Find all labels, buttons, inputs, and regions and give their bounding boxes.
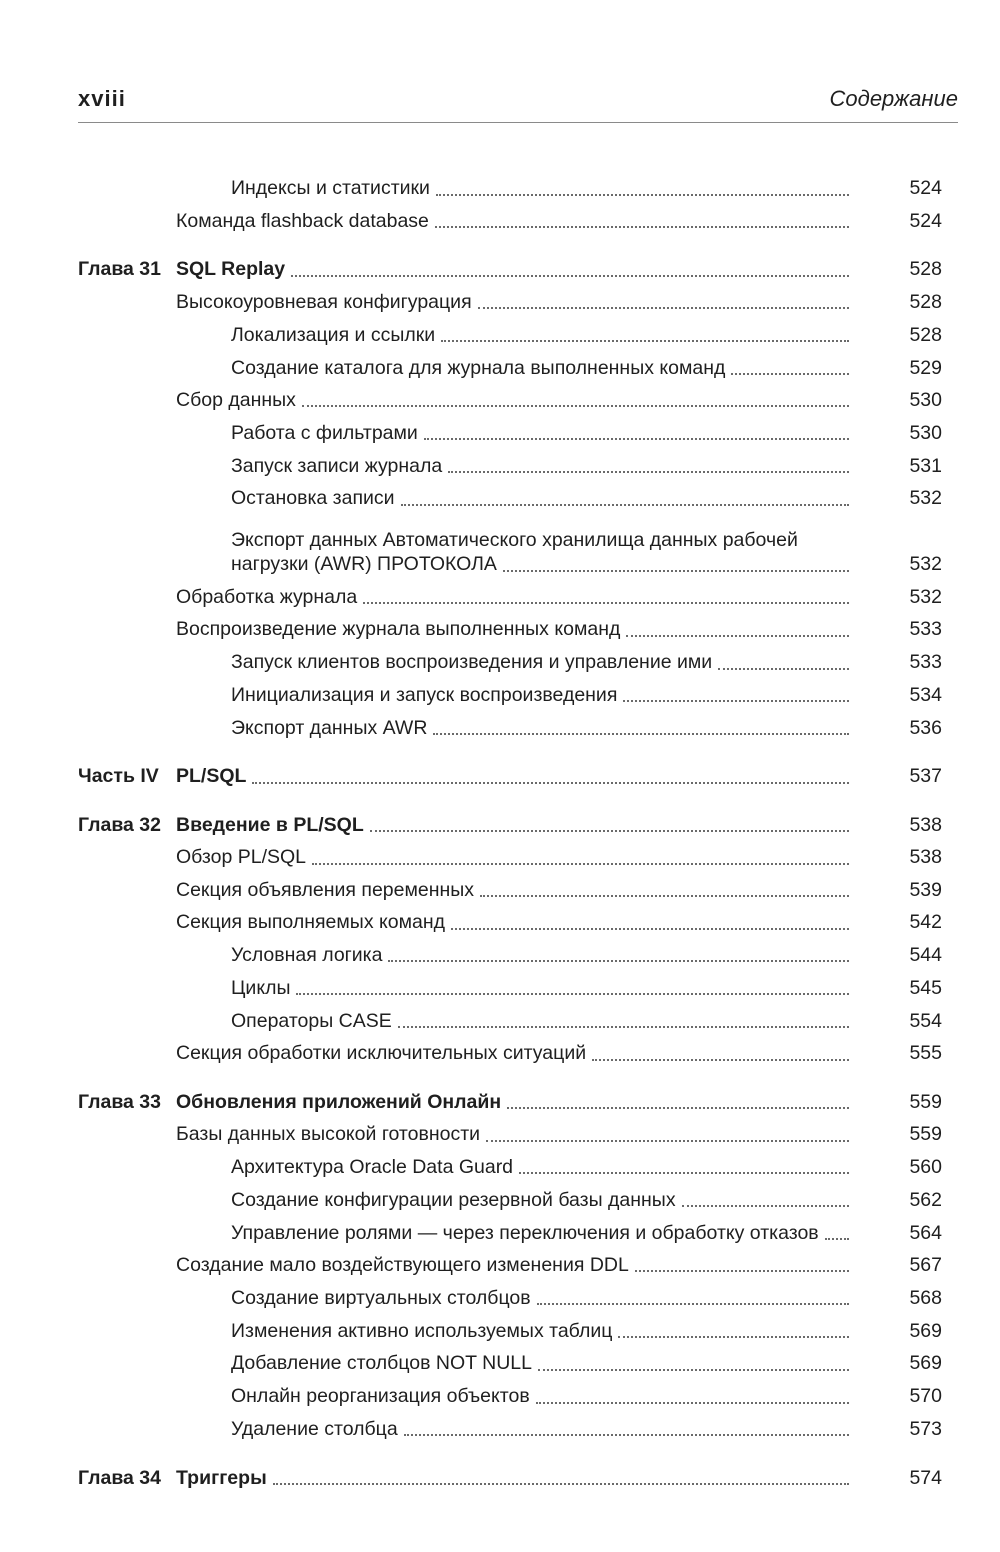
toc-entry-text: Операторы CASE bbox=[231, 1009, 392, 1032]
toc-page-number: 534 bbox=[909, 684, 942, 706]
toc-page-number: 562 bbox=[909, 1188, 942, 1211]
toc-chapter-label: Глава 33 bbox=[78, 1090, 161, 1113]
toc-page-number: 564 bbox=[909, 1221, 942, 1244]
toc-entry-text: Запуск клиентов воспроизведения и управление ими bbox=[231, 651, 713, 674]
toc-page-number: 542 bbox=[909, 911, 942, 934]
leader-dots bbox=[507, 1106, 849, 1109]
toc-entry bbox=[78, 1343, 958, 1376]
toc-entry bbox=[78, 347, 958, 380]
toc-entry bbox=[78, 201, 958, 234]
toc-chapter bbox=[78, 805, 958, 838]
toc-page-number: 530 bbox=[909, 389, 942, 412]
toc-page-number: 532 bbox=[909, 487, 942, 510]
toc-entry bbox=[78, 511, 958, 577]
toc-chapter bbox=[78, 756, 958, 789]
toc-entry bbox=[78, 168, 958, 201]
toc-entry-text: Добавление столбцов NOT NULL bbox=[231, 1352, 532, 1375]
leader-dots bbox=[370, 829, 849, 832]
toc-entry bbox=[78, 577, 958, 610]
toc-page-number: 555 bbox=[909, 1042, 942, 1065]
toc-entry bbox=[78, 1147, 958, 1180]
leader-dots bbox=[424, 437, 849, 440]
toc-gap bbox=[78, 233, 958, 249]
toc-page-number: 524 bbox=[909, 209, 942, 232]
toc-entry-text: Сбор данных bbox=[176, 389, 296, 412]
leader-dots bbox=[404, 1433, 849, 1436]
toc-page-number: 528 bbox=[909, 323, 942, 346]
toc-entry-text: Архитектура Oracle Data Guard bbox=[231, 1155, 514, 1178]
leader-dots bbox=[398, 1025, 849, 1028]
leader-dots bbox=[441, 339, 849, 342]
toc-chapter-label: Глава 34 bbox=[78, 1466, 161, 1489]
toc-page-number: 528 bbox=[909, 290, 942, 313]
leader-dots bbox=[451, 927, 849, 930]
leader-dots bbox=[436, 193, 849, 196]
toc-entry-text: Онлайн реорганизация объектов bbox=[231, 1385, 530, 1408]
toc-entry bbox=[78, 1114, 958, 1147]
toc-page-number: 554 bbox=[909, 1009, 942, 1032]
toc-entry bbox=[78, 412, 958, 445]
toc-chapter-title: Триггеры bbox=[176, 1466, 267, 1489]
toc-page-number: 529 bbox=[909, 356, 942, 379]
toc-page-number: 573 bbox=[909, 1418, 942, 1441]
toc-entry bbox=[78, 1212, 958, 1245]
toc-entry bbox=[78, 837, 958, 870]
toc-page-number: 569 bbox=[909, 1352, 942, 1375]
leader-dots bbox=[682, 1204, 849, 1207]
running-header bbox=[78, 86, 958, 123]
toc-entry-text: нагрузки (AWR) ПРОТОКОЛА bbox=[231, 553, 497, 576]
toc-entry bbox=[78, 707, 958, 740]
leader-dots bbox=[592, 1058, 849, 1061]
toc-page-number: 559 bbox=[909, 1123, 942, 1146]
toc-entry bbox=[78, 1310, 958, 1343]
leader-dots bbox=[433, 732, 849, 735]
leader-dots bbox=[388, 959, 849, 962]
table-of-contents bbox=[78, 168, 958, 1490]
leader-dots bbox=[519, 1171, 849, 1174]
leader-dots bbox=[486, 1139, 849, 1142]
toc-entry-text: Обзор PL/SQL bbox=[176, 846, 307, 869]
leader-dots bbox=[296, 992, 849, 995]
leader-dots bbox=[718, 667, 849, 670]
leader-dots bbox=[478, 306, 849, 309]
toc-gap bbox=[78, 1066, 958, 1082]
toc-page-number: 536 bbox=[909, 716, 942, 739]
toc-entry-text: Изменения активно используемых таблиц bbox=[231, 1319, 613, 1342]
toc-entry-text: Локализация и ссылки bbox=[231, 323, 436, 346]
leader-dots bbox=[635, 1269, 849, 1272]
toc-gap bbox=[78, 740, 958, 756]
toc-page-number: 538 bbox=[909, 813, 942, 836]
toc-entry-text: Остановка записи bbox=[231, 487, 395, 510]
leader-dots bbox=[291, 274, 849, 277]
toc-entry bbox=[78, 1033, 958, 1066]
toc-chapter-label: Глава 31 bbox=[78, 258, 161, 281]
toc-entry bbox=[78, 1376, 958, 1409]
toc-entry-text: Условная логика bbox=[231, 944, 383, 967]
toc-entry-text: Запуск записи журнала bbox=[231, 454, 443, 477]
toc-page-number: 530 bbox=[909, 421, 942, 444]
toc-entry bbox=[78, 675, 958, 708]
toc-entry-text: Создание конфигурации резервной базы данных bbox=[231, 1188, 676, 1211]
toc-chapter-label: Глава 32 bbox=[78, 813, 161, 836]
leader-dots bbox=[537, 1302, 849, 1305]
toc-chapter bbox=[78, 249, 958, 282]
toc-entry bbox=[78, 1179, 958, 1212]
toc-page-number: 569 bbox=[909, 1319, 942, 1342]
leader-dots bbox=[825, 1237, 849, 1240]
toc-chapter bbox=[78, 1457, 958, 1490]
leader-dots bbox=[480, 894, 849, 897]
toc-entry bbox=[78, 870, 958, 903]
toc-page-number: 568 bbox=[909, 1286, 942, 1309]
toc-page-number: 560 bbox=[909, 1155, 942, 1178]
leader-dots bbox=[252, 781, 849, 784]
leader-dots bbox=[363, 601, 849, 604]
toc-page-number: 545 bbox=[909, 976, 942, 999]
leader-dots bbox=[401, 503, 849, 506]
toc-page-number: 524 bbox=[909, 177, 942, 200]
toc-entry-text: Создание виртуальных столбцов bbox=[231, 1286, 531, 1309]
toc-page-number: 532 bbox=[909, 553, 942, 576]
toc-entry-text: Секция объявления переменных bbox=[176, 878, 475, 901]
toc-page-number: 570 bbox=[909, 1385, 942, 1408]
toc-gap bbox=[78, 789, 958, 805]
toc-entry bbox=[78, 1245, 958, 1278]
toc-page-number: 533 bbox=[909, 618, 942, 641]
toc-entry-text: Высокоуровневая конфигурация bbox=[176, 290, 472, 313]
toc-chapter-title: Обновления приложений Онлайн bbox=[176, 1090, 502, 1113]
toc-entry-text: Работа с фильтрами bbox=[231, 421, 418, 444]
toc-entry-text: Секция выполняемых команд bbox=[176, 911, 445, 934]
toc-entry-text: Циклы bbox=[231, 976, 291, 999]
toc-page-number: 538 bbox=[909, 846, 942, 869]
leader-dots bbox=[538, 1368, 849, 1371]
leader-dots bbox=[312, 862, 849, 865]
toc-chapter-title: PL/SQL bbox=[176, 765, 247, 788]
toc-entry-text: Инициализация и запуск воспроизведения bbox=[231, 684, 618, 706]
toc-page-number: 532 bbox=[909, 585, 942, 608]
toc-page-number: 539 bbox=[909, 878, 942, 901]
toc-entry-text: Секция обработки исключительных ситуаций bbox=[176, 1042, 587, 1065]
toc-page-number: 528 bbox=[909, 258, 942, 281]
running-title: Содержание bbox=[829, 86, 958, 111]
toc-entry bbox=[78, 902, 958, 935]
leader-dots bbox=[273, 1482, 849, 1485]
toc-entry-text: Создание каталога для журнала выполненных команд bbox=[231, 356, 726, 379]
toc-entry bbox=[78, 445, 958, 478]
toc-entry-text: Удаление столбца bbox=[231, 1418, 398, 1441]
toc-entry-text: Создание мало воздействующего изменения DDL bbox=[176, 1254, 629, 1277]
toc-page-number: 567 bbox=[909, 1254, 942, 1277]
toc-page-number: 531 bbox=[909, 454, 942, 477]
toc-entry bbox=[78, 609, 958, 642]
toc-entry bbox=[78, 642, 958, 675]
toc-entry bbox=[78, 1000, 958, 1033]
toc-entry bbox=[78, 1409, 958, 1442]
toc-page-number: 537 bbox=[909, 765, 942, 788]
toc-entry-text: Воспроизведение журнала выполненных команд bbox=[176, 618, 621, 641]
toc-entry-text: Обработка журнала bbox=[176, 585, 358, 608]
toc-entry-text: Команда flashback database bbox=[176, 209, 429, 232]
toc-page-number: 574 bbox=[909, 1466, 942, 1489]
toc-entry bbox=[78, 1277, 958, 1310]
leader-dots bbox=[618, 1335, 849, 1338]
toc-chapter-title: Введение в PL/SQL bbox=[176, 813, 364, 836]
toc-entry-text: Базы данных высокой готовности bbox=[176, 1123, 481, 1146]
toc-entry-text: Управление ролями — через переключения и обработку отказов bbox=[231, 1221, 819, 1244]
toc-page-number: 533 bbox=[909, 651, 942, 674]
leader-dots bbox=[536, 1401, 849, 1404]
leader-dots bbox=[435, 225, 849, 228]
page-number: xviii bbox=[78, 86, 126, 111]
toc-chapter-label: Часть IV bbox=[78, 765, 159, 788]
toc-entry-text: Экспорт данных AWR bbox=[231, 716, 428, 739]
leader-dots bbox=[448, 470, 849, 473]
leader-dots bbox=[731, 372, 849, 375]
toc-chapter-title: SQL Replay bbox=[176, 258, 286, 281]
toc-page-number: 559 bbox=[909, 1090, 942, 1113]
toc-page-number: 544 bbox=[909, 944, 942, 967]
leader-dots bbox=[503, 569, 849, 572]
leader-dots bbox=[302, 404, 849, 407]
leader-dots bbox=[623, 699, 849, 702]
toc-entry bbox=[78, 314, 958, 347]
toc-entry bbox=[78, 282, 958, 315]
toc-gap bbox=[78, 1441, 958, 1457]
toc-entry bbox=[78, 478, 958, 511]
toc-chapter bbox=[78, 1082, 958, 1115]
toc-entry-text: Индексы и статистики bbox=[231, 177, 430, 200]
toc-entry-text: Экспорт данных Автоматического хранилища данных рабочей bbox=[231, 529, 798, 552]
toc-entry bbox=[78, 380, 958, 413]
toc-entry bbox=[78, 967, 958, 1000]
toc-entry bbox=[78, 935, 958, 968]
leader-dots bbox=[626, 634, 849, 637]
